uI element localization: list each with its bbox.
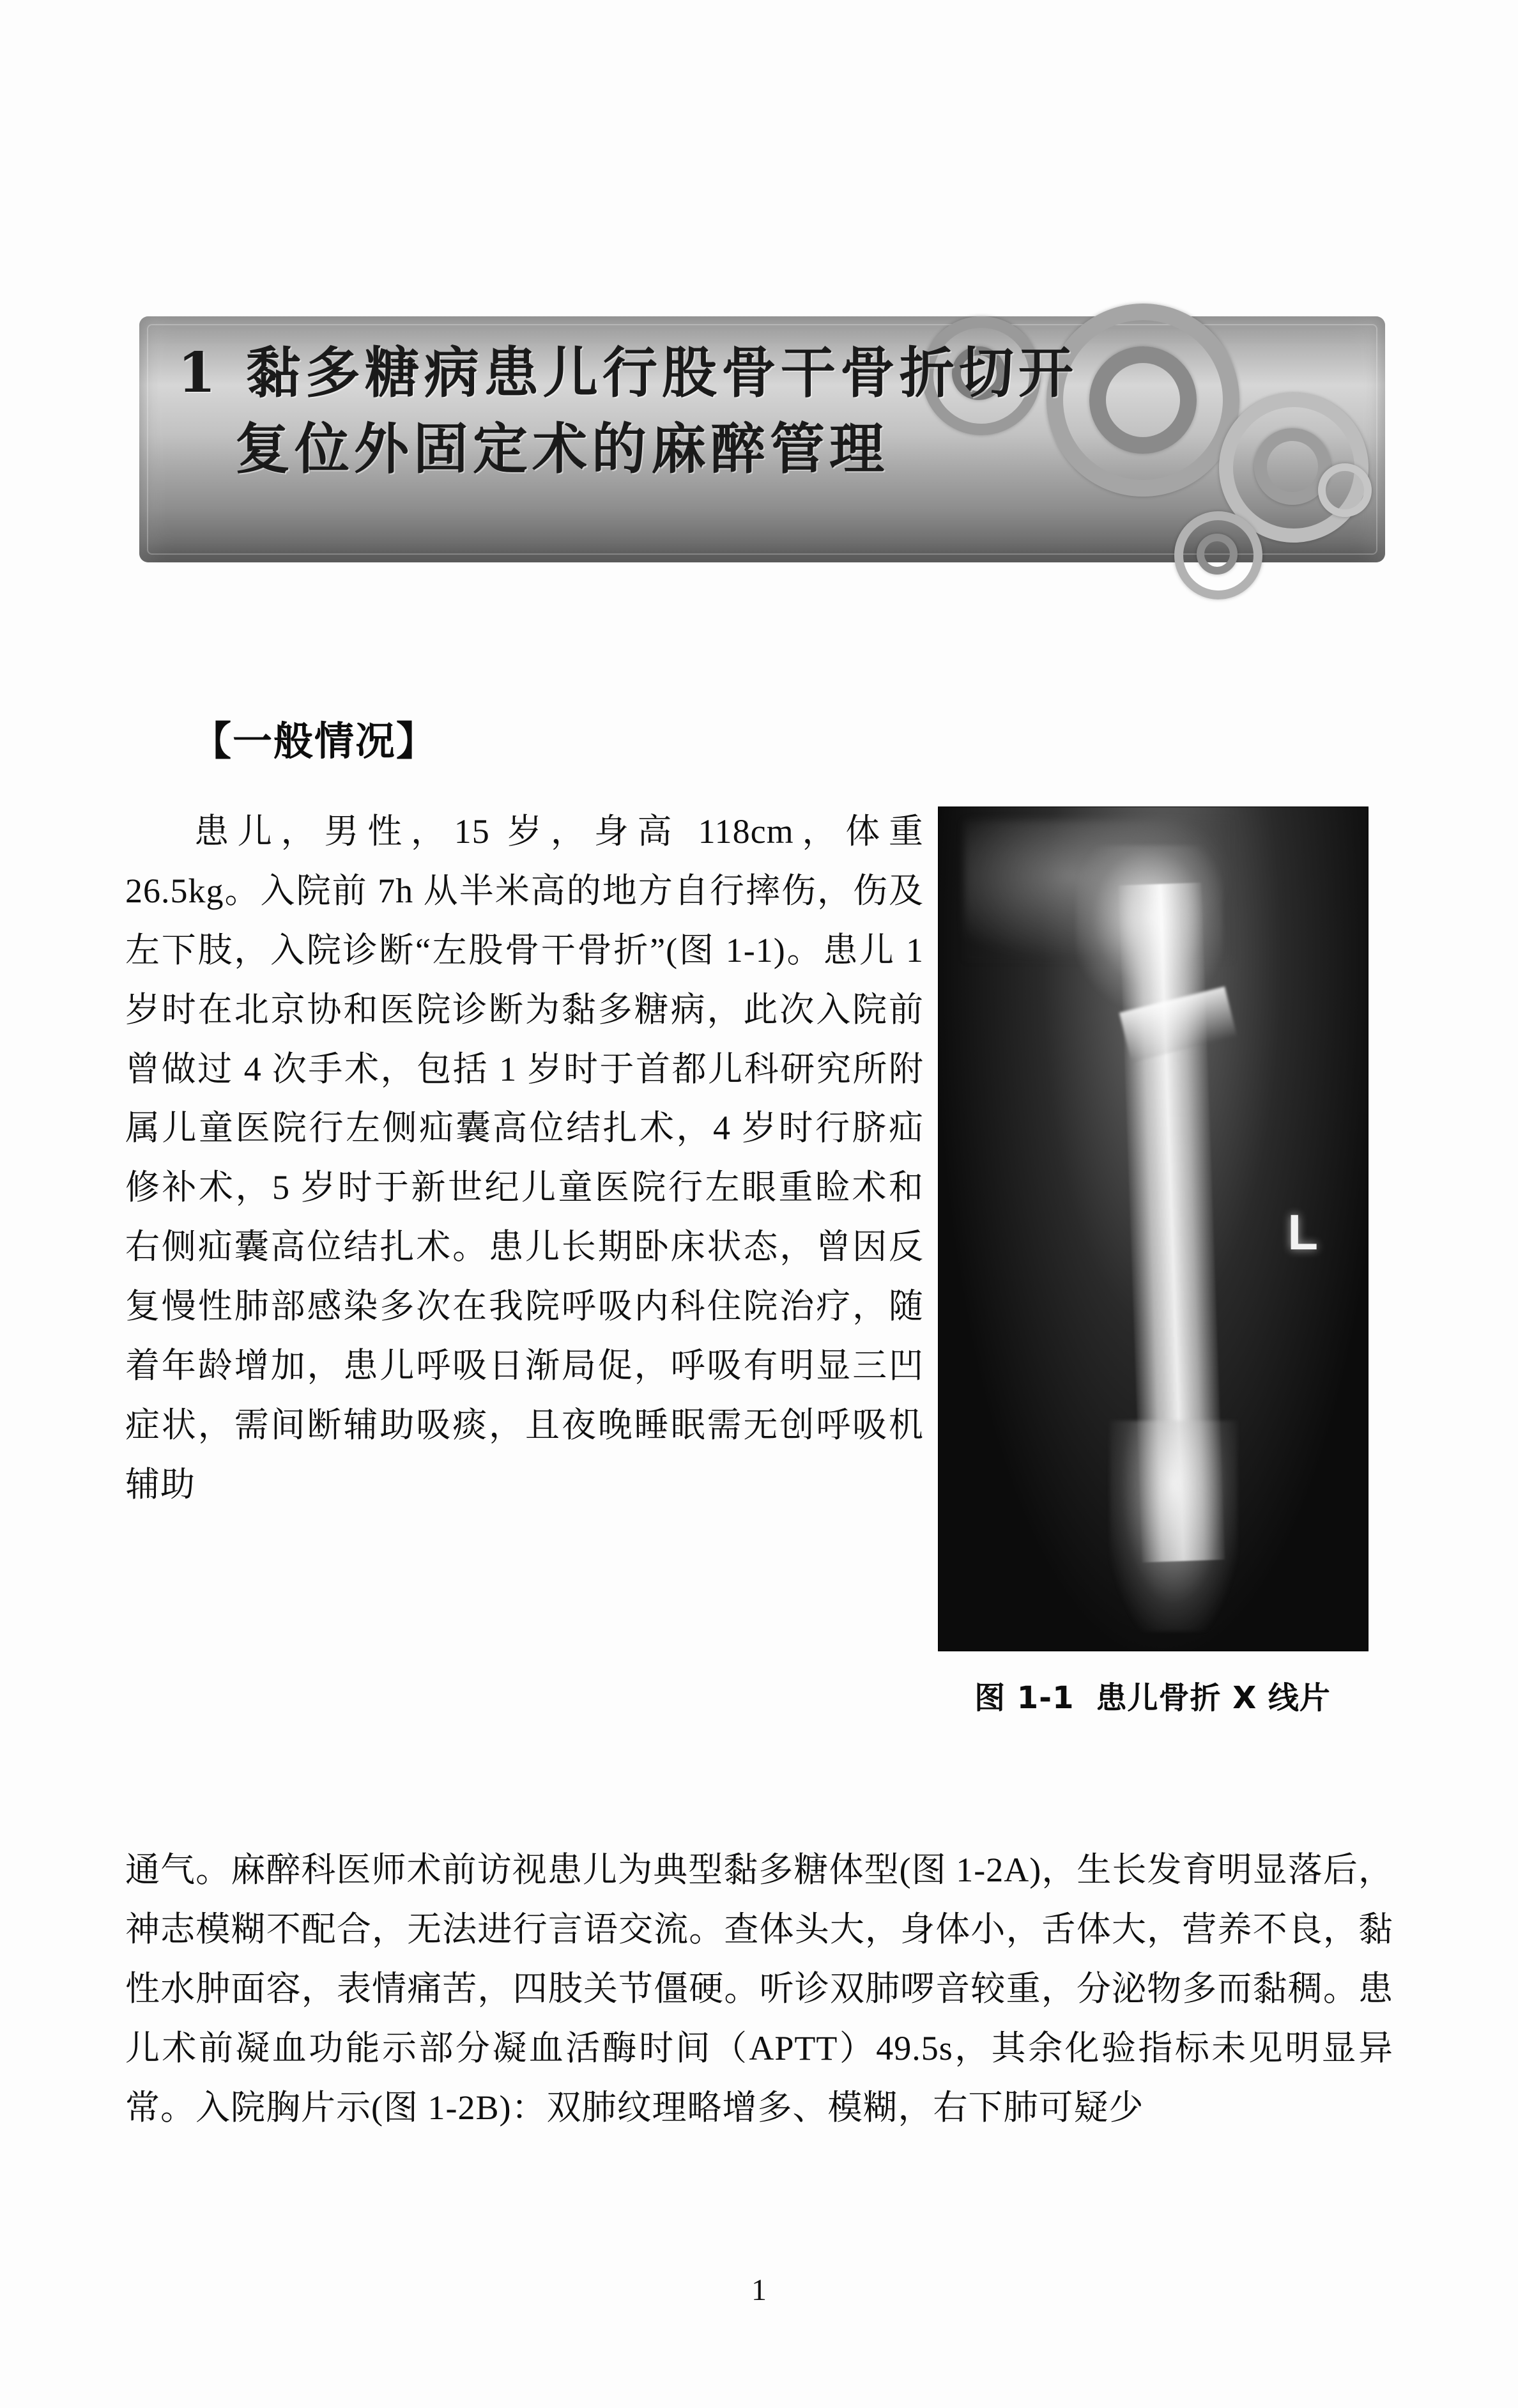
chapter-title — [178, 336, 1347, 487]
chapter-title-line1: 黏多糖病患儿行股骨干骨折切开 — [245, 341, 1078, 405]
figure-caption-text: 患儿骨折 X 线片 — [1096, 1680, 1331, 1716]
page-number: 1 — [751, 2273, 767, 2307]
figure-caption-label: 图 1-1 — [974, 1680, 1075, 1716]
xray-left-marker: L — [1287, 1204, 1318, 1260]
chapter-title-banner — [139, 300, 1385, 569]
body-text-column — [125, 802, 924, 1515]
chapter-number: 1 — [178, 341, 220, 405]
xray-image — [938, 807, 1368, 1651]
section-heading: 【一般情况】 — [192, 718, 438, 764]
figure-1-1 — [938, 807, 1367, 1717]
xray-distal-femur — [1110, 1421, 1238, 1632]
chapter-title-line2: 复位外固定术的麻醉管理 — [235, 416, 889, 481]
body-text-full-width — [125, 1841, 1393, 2137]
body-paragraph-2: 通气。麻醉科医师术前访视患儿为典型黏多糖体型(图 1-2A)，生长发育明显落后，神志模糊不配合，无法进行言语交流。查体头大，身体小，舌体大，营养不良，黏性水肿面容，表情痛苦，四肢关节僵硬。听诊双肺啰音较重，分泌物多而黏稠。患儿术前凝血功能示部分凝血活酶时间（APTT）49.5s，其余化验指标未见明显异常。入院胸片示(图 1-2B)：双肺纹理略增多、模糊，右下肺可疑少 — [125, 1851, 1393, 2127]
figure-caption — [938, 1673, 1367, 1717]
decorative-ring-lower-inner-icon — [1197, 534, 1238, 575]
body-paragraph-1: 患儿，男性，15 岁，身高 118cm，体重 26.5kg。入院前 7h 从半米高的地方自行摔伤，伤及左下肢，入院诊断“左股骨干骨折”(图 1-1)。患儿 1 岁时在北京协和医院诊断为黏多糖病，此次入院前曾做过 4 次手术，包括 1 岁时于首都儿科研究所附属儿童医院行左侧疝囊高位结扎术，4 岁时行脐疝修补术，5 岁时于新世纪儿童医院行左眼重睑术和右侧疝囊高位结扎术。患儿长期卧床状态，曾因反复慢性肺部感染多次在我院呼吸内科住院治疗，随着年龄增加，患儿呼吸日渐局促，呼吸有明显三凹症状，需间断辅助吸痰，且夜晚睡眠需无创呼吸机辅助 — [125, 812, 924, 1504]
